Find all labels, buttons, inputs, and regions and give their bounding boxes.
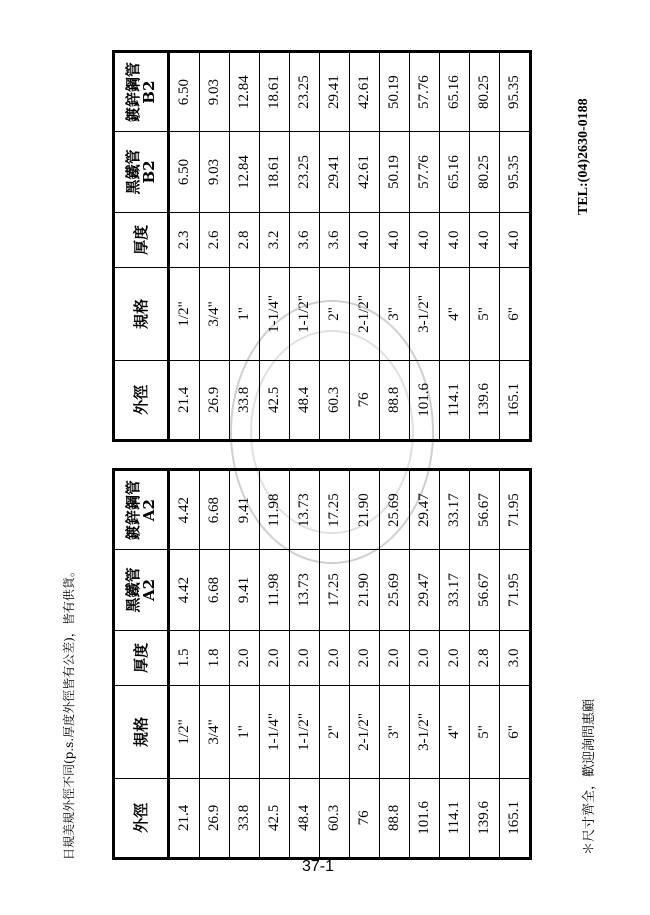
table-cell: 57.76 xyxy=(410,52,440,132)
note-bottom: ＊尺寸齊全，歡迎詢問惠顧 xyxy=(582,698,597,855)
column-header: 鍍鋅鋼管 A2 xyxy=(114,470,169,550)
table-cell: 71.95 xyxy=(500,550,531,630)
table-cell: 6.68 xyxy=(200,470,230,550)
table-row xyxy=(350,470,380,859)
table-cell: 65.16 xyxy=(440,132,470,212)
table-cell: 4.42 xyxy=(169,550,200,630)
table-cell: 2.6 xyxy=(200,212,230,268)
table-cell: 4.0 xyxy=(410,212,440,268)
table-row xyxy=(320,52,350,441)
table-cell: 2.0 xyxy=(440,630,470,686)
column-header: 黑鐵管 B2 xyxy=(114,132,169,212)
table-cell: 1/2" xyxy=(169,686,200,779)
table-cell: 95.35 xyxy=(500,52,531,132)
table-cell: 3/4" xyxy=(200,686,230,779)
table-cell: 17.25 xyxy=(320,550,350,630)
table-cell: 6" xyxy=(500,268,531,361)
table-cell: 4.0 xyxy=(500,212,531,268)
table-row xyxy=(260,470,290,859)
table-cell: 9.03 xyxy=(200,132,230,212)
table-row xyxy=(380,52,410,441)
table-cell: 17.25 xyxy=(320,470,350,550)
table-cell: 6.50 xyxy=(169,52,200,132)
table-row xyxy=(200,470,230,859)
table-cell: 4" xyxy=(440,686,470,779)
table-cell: 65.16 xyxy=(440,52,470,132)
table-cell: 2-1/2" xyxy=(350,686,380,779)
table-row xyxy=(440,52,470,441)
table-cell: 101.6 xyxy=(410,360,440,440)
table-cell: 6" xyxy=(500,686,531,779)
table-cell: 1-1/4" xyxy=(260,686,290,779)
table-cell: 29.47 xyxy=(410,470,440,550)
table-cell: 2.0 xyxy=(380,630,410,686)
table-cell: 2.0 xyxy=(260,630,290,686)
table-cell: 4.0 xyxy=(440,212,470,268)
table-cell: 56.67 xyxy=(470,470,500,550)
column-header: 外徑 xyxy=(114,360,169,440)
table-row xyxy=(440,470,470,859)
body-a xyxy=(169,470,531,859)
table-cell: 2.8 xyxy=(230,212,260,268)
table-row xyxy=(380,470,410,859)
table-cell: 33.17 xyxy=(440,550,470,630)
table-row xyxy=(230,470,260,859)
table-cell: 165.1 xyxy=(500,360,531,440)
table-cell: 26.9 xyxy=(200,360,230,440)
table-cell: 2.0 xyxy=(290,630,320,686)
table-cell: 21.4 xyxy=(169,778,200,858)
table-cell: 2.3 xyxy=(169,212,200,268)
column-header: 鍍鋅鋼管 B2 xyxy=(114,52,169,132)
table-cell: 2.0 xyxy=(350,630,380,686)
table-cell: 2-1/2" xyxy=(350,268,380,361)
table-cell: 4.42 xyxy=(169,470,200,550)
table-row xyxy=(470,470,500,859)
table-cell: 11.98 xyxy=(260,470,290,550)
table-cell: 9.03 xyxy=(200,52,230,132)
table-cell: 42.61 xyxy=(350,132,380,212)
table-cell: 25.69 xyxy=(380,470,410,550)
table-cell: 3" xyxy=(380,686,410,779)
table-cell: 114.1 xyxy=(440,360,470,440)
header-row-a xyxy=(114,470,169,859)
table-cell: 50.19 xyxy=(380,52,410,132)
table-cell: 50.19 xyxy=(380,132,410,212)
table-row xyxy=(470,52,500,441)
column-header: 黑鐵管 A2 xyxy=(114,550,169,630)
table-cell: 21.4 xyxy=(169,360,200,440)
table-cell: 29.41 xyxy=(320,132,350,212)
table-cell: 3.2 xyxy=(260,212,290,268)
table-cell: 29.41 xyxy=(320,52,350,132)
table-row xyxy=(500,52,531,441)
table-cell: 60.3 xyxy=(320,360,350,440)
table-cell: 6.50 xyxy=(169,132,200,212)
table-cell: 1.5 xyxy=(169,630,200,686)
column-header: 厚度 xyxy=(114,212,169,268)
table-cell: 23.25 xyxy=(290,52,320,132)
table-cell: 12.84 xyxy=(230,132,260,212)
table-cell: 1-1/2" xyxy=(290,686,320,779)
table-cell: 1-1/4" xyxy=(260,268,290,361)
table-cell: 33.8 xyxy=(230,360,260,440)
table-cell: 5" xyxy=(470,268,500,361)
table-cell: 3/4" xyxy=(200,268,230,361)
table-row xyxy=(500,470,531,859)
table-cell: 3-1/2" xyxy=(410,686,440,779)
table-cell: 88.8 xyxy=(380,778,410,858)
table-cell: 57.76 xyxy=(410,132,440,212)
header-row-b xyxy=(114,52,169,441)
table-cell: 165.1 xyxy=(500,778,531,858)
table-cell: 13.73 xyxy=(290,550,320,630)
spec-table-b xyxy=(112,50,532,442)
table-row xyxy=(290,470,320,859)
table-cell: 1" xyxy=(230,268,260,361)
table-row xyxy=(410,52,440,441)
table-row xyxy=(169,470,200,859)
table-cell: 6.68 xyxy=(200,550,230,630)
table-row xyxy=(320,470,350,859)
table-cell: 1/2" xyxy=(169,268,200,361)
table-cell: 2.0 xyxy=(230,630,260,686)
table-cell: 26.9 xyxy=(200,778,230,858)
table-cell: 21.90 xyxy=(350,470,380,550)
table-row xyxy=(230,52,260,441)
table-cell: 48.4 xyxy=(290,360,320,440)
table-cell: 11.98 xyxy=(260,550,290,630)
column-header: 厚度 xyxy=(114,630,169,686)
column-header: 規格 xyxy=(114,686,169,779)
table-cell: 9.41 xyxy=(230,470,260,550)
body-b xyxy=(169,52,531,441)
table-cell: 114.1 xyxy=(440,778,470,858)
column-header: 外徑 xyxy=(114,778,169,858)
table-cell: 139.6 xyxy=(470,778,500,858)
table-cell: 76 xyxy=(350,360,380,440)
table-cell: 12.84 xyxy=(230,52,260,132)
table-row xyxy=(410,470,440,859)
table-row xyxy=(200,52,230,441)
table-cell: 4.0 xyxy=(470,212,500,268)
spec-table-a xyxy=(112,468,532,860)
table-cell: 4.0 xyxy=(380,212,410,268)
table-cell: 2" xyxy=(320,268,350,361)
table-row xyxy=(290,52,320,441)
table-cell: 2.8 xyxy=(470,630,500,686)
table-cell: 42.5 xyxy=(260,360,290,440)
table-cell: 4" xyxy=(440,268,470,361)
table-cell: 13.73 xyxy=(290,470,320,550)
table-cell: 4.0 xyxy=(350,212,380,268)
table-row xyxy=(169,52,200,441)
table-row xyxy=(350,52,380,441)
table-cell: 18.61 xyxy=(260,52,290,132)
table-cell: 9.41 xyxy=(230,550,260,630)
table-cell: 5" xyxy=(470,686,500,779)
table-cell: 2" xyxy=(320,686,350,779)
table-cell: 88.8 xyxy=(380,360,410,440)
table-cell: 25.69 xyxy=(380,550,410,630)
table-cell: 71.95 xyxy=(500,470,531,550)
table-cell: 80.25 xyxy=(470,132,500,212)
table-cell: 2.0 xyxy=(320,630,350,686)
table-cell: 48.4 xyxy=(290,778,320,858)
table-cell: 139.6 xyxy=(470,360,500,440)
table-row xyxy=(260,52,290,441)
table-cell: 2.0 xyxy=(410,630,440,686)
table-cell: 1-1/2" xyxy=(290,268,320,361)
table-cell: 42.5 xyxy=(260,778,290,858)
table-cell: 33.8 xyxy=(230,778,260,858)
table-cell: 23.25 xyxy=(290,132,320,212)
table-cell: 80.25 xyxy=(470,52,500,132)
table-cell: 60.3 xyxy=(320,778,350,858)
table-cell: 3.6 xyxy=(320,212,350,268)
table-cell: 56.67 xyxy=(470,550,500,630)
table-cell: 1" xyxy=(230,686,260,779)
table-cell: 3.6 xyxy=(290,212,320,268)
table-cell: 3.0 xyxy=(500,630,531,686)
table-cell: 21.90 xyxy=(350,550,380,630)
note-top: 日規美規外徑不同(p.s.厚度外徑皆有公差)，皆有供貨。 xyxy=(62,565,76,860)
table-cell: 42.61 xyxy=(350,52,380,132)
table-cell: 3-1/2" xyxy=(410,268,440,361)
table-cell: 101.6 xyxy=(410,778,440,858)
table-cell: 33.17 xyxy=(440,470,470,550)
column-header: 規格 xyxy=(114,268,169,361)
table-cell: 95.35 xyxy=(500,132,531,212)
table-cell: 3" xyxy=(380,268,410,361)
table-cell: 18.61 xyxy=(260,132,290,212)
table-cell: 29.47 xyxy=(410,550,440,630)
tel-number: TEL:(04)2630-0188 xyxy=(576,98,591,215)
page-number: 37-1 xyxy=(302,858,335,875)
table-cell: 1.8 xyxy=(200,630,230,686)
table-cell: 76 xyxy=(350,778,380,858)
